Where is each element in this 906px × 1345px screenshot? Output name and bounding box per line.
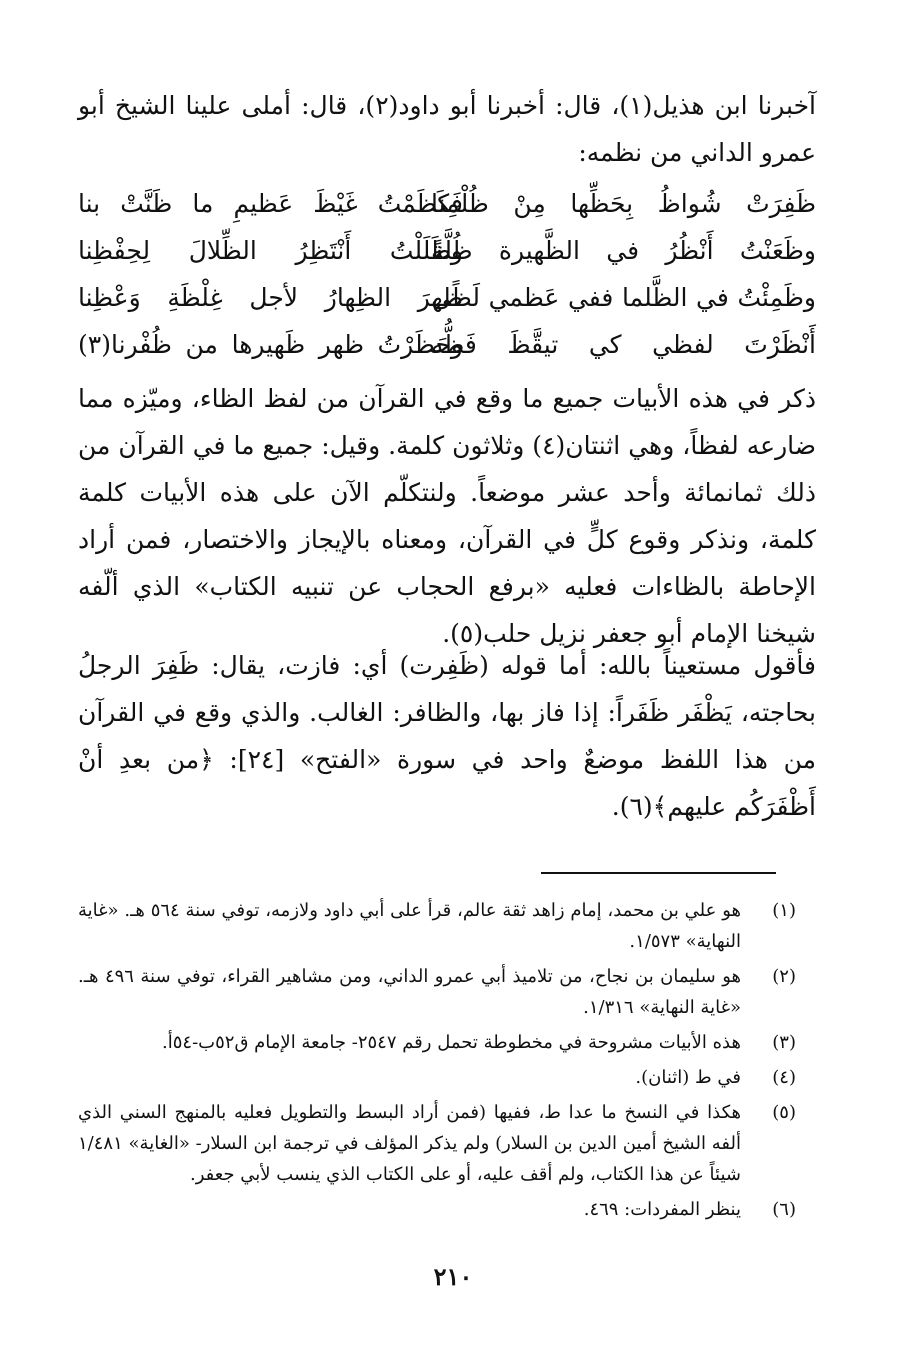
footnote-number: (٦) [772, 1199, 796, 1220]
footnote-text: في ط (اثنان). [635, 1067, 741, 1088]
footnote-number: (٤) [772, 1067, 796, 1088]
footnote [78, 961, 796, 1023]
verse-first-hemistich: ظَفِرَتْ شُواظُ بِحَظِّها مِنْ ظُلْمِنا [431, 189, 816, 218]
verse-second-hemistich: ظهرَ الظِهارُ لأجل غِلْظَةِ وَعْظِنا [78, 283, 463, 312]
footnote-text: هو علي بن محمد، إمام زاهد ثقة عالم، قرأ على أبي داود ولازمه، توفي سنة ٥٦٤ هـ. «غاية النهاية» ١/٥٧٣. [78, 900, 741, 952]
footnote-text: ينظر المفردات: ٤٦٩. [583, 1199, 741, 1220]
commentary-paragraph-2: فأقول مستعيناً بالله: أما قوله (ظَفِرت) أي: فازت، يقال: ظَفِرَ الرجلُ بحاجته، يَظْفَر ظَفَراً: إذا فاز بها، والظافر: الغالب. والذي وقع في القرآن من هذا اللفظ موضعٌ واحد في سورة «الفتح» [٢٤]: ﴿من بعدِ أنْ أَظْفَرَكُم عليهم﴾(٦). [78, 651, 816, 821]
poem-verses [78, 180, 816, 368]
footnote [78, 895, 796, 957]
footnote-number: (٢) [772, 966, 796, 987]
commentary-paragraph: ذكر في هذه الأبيات جميع ما وقع في القرآن من لفظ الظاء، وميّزه مما ضارعه لفظاً، وهي اثنتان(٤) وثلاثون كلمة. وقيل: جميع ما في القرآن من ذلك ثمانمائة وأحد عشر موضعاً. ولنتكلّم الآن على هذه الأبيات كلمة كلمة، ونذكر وقوع كلٍّ في القرآن، ومعناه بالإيجاز والاختصار، فمن أراد الإحاطة بالظاءات فعليه «برفع الحجاب عن تنبيه الكتاب» الذي ألّفه شيخنا الإمام أبو جعفر نزيل حلب(٥). [78, 384, 816, 648]
verse-first-hemistich: وظَعَنْتُ أَنْظُرُ في الظَّهيرة ظُلَّةً [431, 236, 816, 265]
verse-first-hemistich: أَنْظَرْتَ لفظي كي تيقَّظَ فَظُّه [431, 330, 816, 359]
verse-line [78, 180, 816, 227]
footnotes [78, 895, 796, 1229]
verse-line [78, 227, 816, 274]
footnote [78, 1062, 796, 1093]
footnote-text: هكذا في النسخ ما عدا ط، ففيها (فمن أراد البسط والتطويل فعليه بالمنهج السني الذي ألفه الشيخ أمين الدين بن السلار) ولم يذكر المؤلف في ترجمة ابن السلار- «الغاية» ١/٤٨١ شيئاً عن هذا الكتاب، ولم أقف عليه، أو على الكتاب الذي ينسب لأبي جعفر. [78, 1102, 741, 1185]
footnote-separator [541, 872, 776, 874]
verse-second-hemistich: فَكَظَمْتُ غَيْظَ عَظيمِ ما ظَنَّتْ بنا [78, 189, 463, 218]
verse-second-hemistich: وظَلَلْتُ أَنْتَظِرُ الظِّلالَ لِحِفْظِنا [78, 236, 463, 265]
intro-paragraph: آخبرنا ابن هذيل(١)، قال: أخبرنا أبو داود(٢)، قال: أملى علينا الشيخ أبو عمرو الداني من نظمه: [78, 91, 817, 167]
footnote [78, 1097, 796, 1190]
verse-line [78, 274, 816, 321]
footnote-number: (٥) [772, 1102, 796, 1123]
footnote [78, 1194, 796, 1225]
footnote-number: (٣) [772, 1032, 796, 1053]
verse-line [78, 321, 816, 368]
footnote-number: (١) [772, 900, 796, 921]
footnote [78, 1027, 796, 1058]
footnote-text: هذه الأبيات مشروحة في مخطوطة تحمل رقم ٢٥٤٧- جامعة الإمام ق٥٢ب-٥٤أ. [162, 1032, 741, 1053]
footnote-text: هو سليمان بن نجاح، من تلاميذ أبي عمرو الداني، ومن مشاهير القراء، توفي سنة ٤٩٦ هـ. «غاية النهاية» ١/٣١٦. [78, 966, 741, 1018]
page-number: ٢١٠ [433, 1262, 473, 1291]
verse-second-hemistich: وحَظَرْتُ ظهر ظَهيرها من ظُفْرنا(٣) [78, 330, 463, 359]
verse-first-hemistich: وظَمِئْتُ في الظَّلما ففي عَظمي لَظًى [431, 283, 816, 312]
